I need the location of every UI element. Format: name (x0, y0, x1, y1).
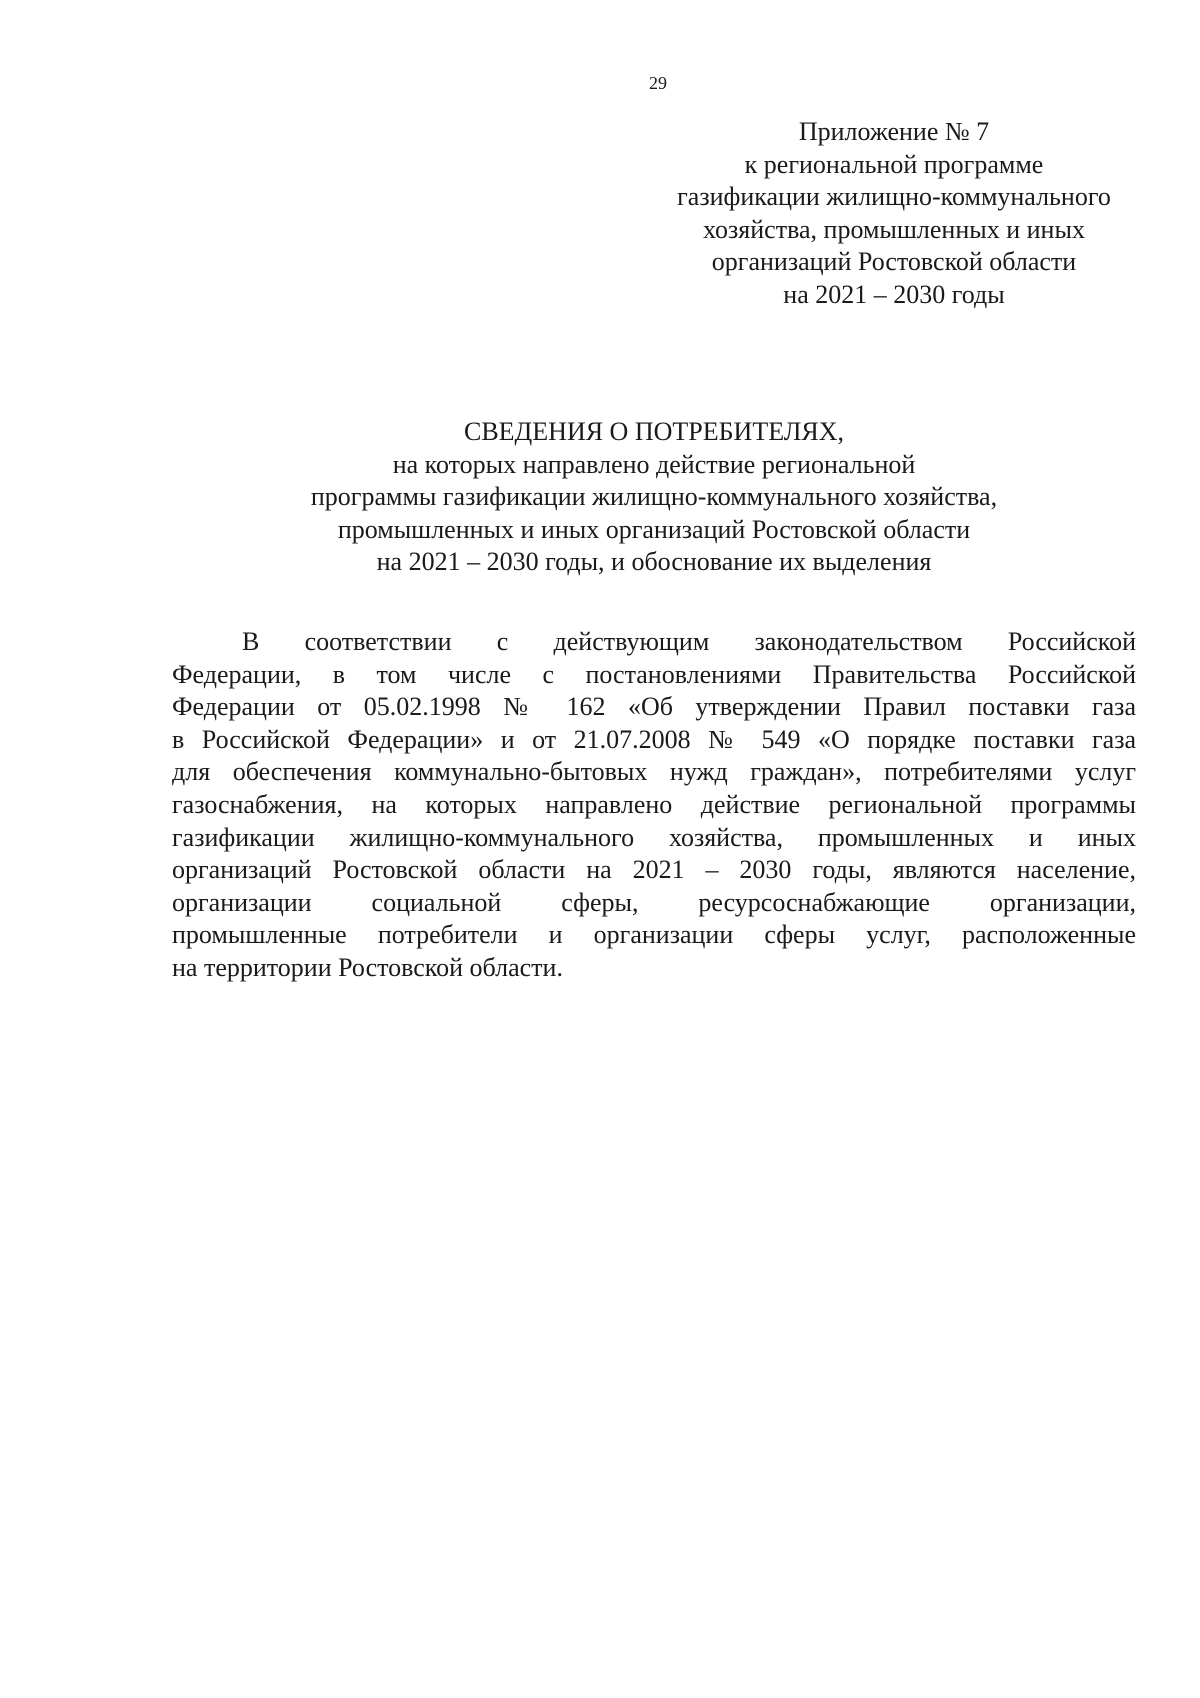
paragraph-line: Федерации от 05.02.1998 № 162 «Об утверждении Правил поставки газа (172, 692, 1136, 722)
document-heading (172, 416, 1136, 579)
appendix-line: газификации жилищно-коммунального (677, 182, 1111, 212)
paragraph-line: промышленные потребители и организации сферы услуг, расположенные (172, 920, 1136, 950)
body-paragraph (172, 626, 1136, 985)
paragraph-line: Федерации, в том числе с постановлениями Правительства Российской (172, 659, 1136, 689)
appendix-header (652, 116, 1136, 312)
heading-line: на 2021 – 2030 годы, и обоснование их выделения (376, 547, 932, 577)
paragraph-line: газификации жилищно-коммунального хозяйства, промышленных и иных (172, 822, 1136, 852)
heading-line: промышленных и иных организаций Ростовской области (337, 514, 971, 544)
appendix-line: к региональной программе (744, 149, 1044, 179)
paragraph-line: организации социальной сферы, ресурсоснабжающие организации, (172, 887, 1136, 917)
page-number: 29 (649, 73, 667, 93)
appendix-line: на 2021 – 2030 годы (783, 279, 1005, 309)
paragraph-line: в Российской Федерации» и от 21.07.2008 № 549 «О порядке поставки газа (172, 724, 1136, 754)
paragraph-line: для обеспечения коммунально-бытовых нужд граждан», потребителями услуг (172, 757, 1136, 787)
appendix-line: организаций Ростовской области (711, 247, 1077, 277)
paragraph-line: В соответствии с действующим законодательством Российской (242, 627, 1136, 656)
paragraph-line: организаций Ростовской области на 2021 – 2030 годы, являются население, (172, 855, 1136, 885)
paragraph-line: газоснабжения, на которых направлено действие региональной программы (172, 789, 1136, 819)
appendix-line: хозяйства, промышленных и иных (703, 214, 1085, 244)
heading-line: программы газификации жилищно-коммунального хозяйства, (310, 482, 998, 512)
paragraph-line: на территории Ростовской области. (172, 952, 563, 982)
heading-line: на которых направлено действие региональной (392, 449, 916, 479)
appendix-line: Приложение № 7 (798, 117, 990, 146)
heading-title: СВЕДЕНИЯ О ПОТРЕБИТЕЛЯХ, (463, 417, 844, 446)
